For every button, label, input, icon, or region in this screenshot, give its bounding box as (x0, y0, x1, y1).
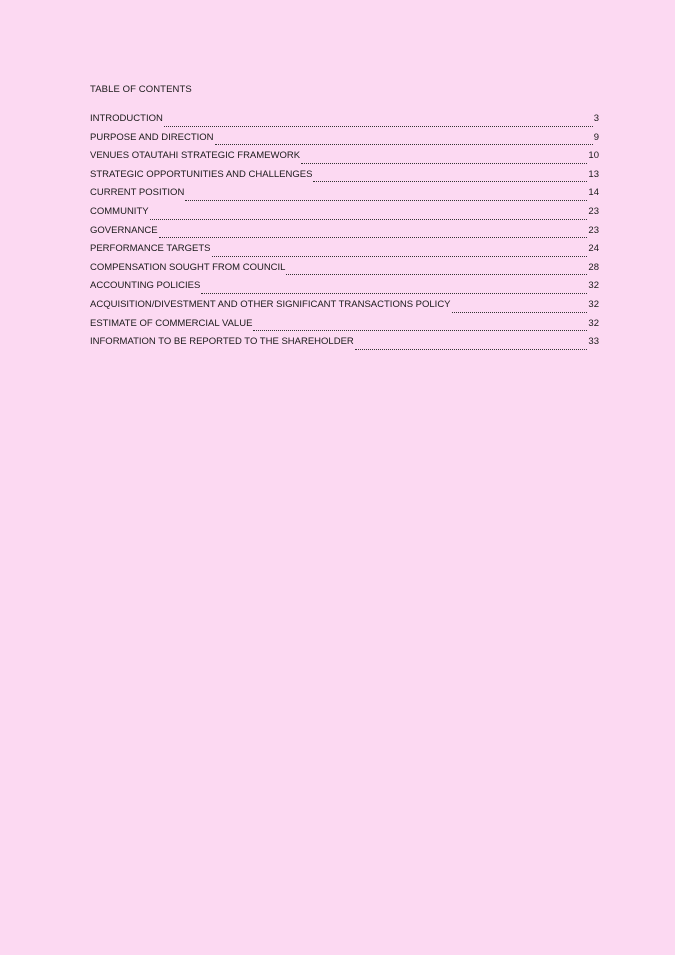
table-of-contents (90, 84, 599, 355)
toc-entry-page: 13 (588, 168, 599, 180)
toc-entry-page: 9 (593, 131, 599, 143)
toc-dot-leader (215, 144, 593, 145)
toc-entry-introduction[interactable] (90, 113, 599, 132)
toc-heading: TABLE OF CONTENTS (90, 84, 192, 95)
toc-entry-performance-targets[interactable] (90, 243, 599, 262)
toc-entry-page: 10 (588, 150, 599, 162)
toc-entry-label: ESTIMATE OF COMMERCIAL VALUE (90, 317, 253, 329)
toc-dot-leader (286, 274, 587, 275)
toc-entry-community[interactable] (90, 206, 599, 225)
toc-entry-label: ACQUISITION/DIVESTMENT AND OTHER SIGNIFICANT TRANSACTIONS POLICY (90, 298, 451, 310)
toc-entry-page: 32 (588, 298, 599, 310)
toc-dot-leader (253, 330, 587, 331)
toc-entry-page: 23 (588, 224, 599, 236)
toc-dot-leader (212, 256, 588, 257)
toc-entry-commercial-value[interactable] (90, 318, 599, 337)
toc-entry-page: 28 (588, 261, 599, 273)
toc-entry-accounting-policies[interactable] (90, 280, 599, 299)
toc-entry-page: 14 (588, 187, 599, 199)
toc-entry-page: 3 (593, 113, 599, 124)
toc-entry-page: 23 (588, 205, 599, 217)
toc-entry-label: INFORMATION TO BE REPORTED TO THE SHAREHOLDER (90, 336, 354, 348)
toc-entry-opportunities-challenges[interactable] (90, 169, 599, 188)
toc-entry-label: ACCOUNTING POLICIES (90, 280, 201, 292)
toc-dot-leader (159, 237, 588, 238)
toc-entry-acquisition-divestment[interactable] (90, 299, 599, 318)
toc-entry-page: 24 (588, 243, 599, 255)
toc-entry-purpose-and-direction[interactable] (90, 132, 599, 151)
toc-dot-leader (150, 219, 588, 220)
toc-entry-label: PERFORMANCE TARGETS (90, 243, 211, 255)
toc-dot-leader (452, 312, 588, 313)
toc-dot-leader (355, 349, 588, 350)
toc-entry-label: CURRENT POSITION (90, 187, 185, 199)
toc-entry-page: 33 (588, 336, 599, 348)
toc-list (90, 113, 599, 355)
toc-entry-governance[interactable] (90, 225, 599, 244)
toc-entry-label: COMMUNITY (90, 205, 149, 217)
toc-entry-label: VENUES OTAUTAHI STRATEGIC FRAMEWORK (90, 150, 301, 162)
toc-entry-shareholder-information[interactable] (90, 336, 599, 355)
toc-entry-page: 32 (588, 280, 599, 292)
toc-entry-strategic-framework[interactable] (90, 150, 599, 169)
toc-dot-leader (164, 126, 593, 127)
toc-entry-label: PURPOSE AND DIRECTION (90, 131, 214, 143)
toc-entry-compensation[interactable] (90, 262, 599, 281)
toc-dot-leader (185, 200, 587, 201)
toc-entry-label: COMPENSATION SOUGHT FROM COUNCIL (90, 261, 286, 273)
toc-entry-label: STRATEGIC OPPORTUNITIES AND CHALLENGES (90, 168, 313, 180)
toc-dot-leader (201, 293, 587, 294)
toc-dot-leader (313, 181, 587, 182)
toc-entry-label: INTRODUCTION (90, 113, 163, 124)
toc-dot-leader (301, 163, 587, 164)
toc-entry-label: GOVERNANCE (90, 224, 158, 236)
toc-entry-page: 32 (588, 317, 599, 329)
toc-entry-current-position[interactable] (90, 187, 599, 206)
